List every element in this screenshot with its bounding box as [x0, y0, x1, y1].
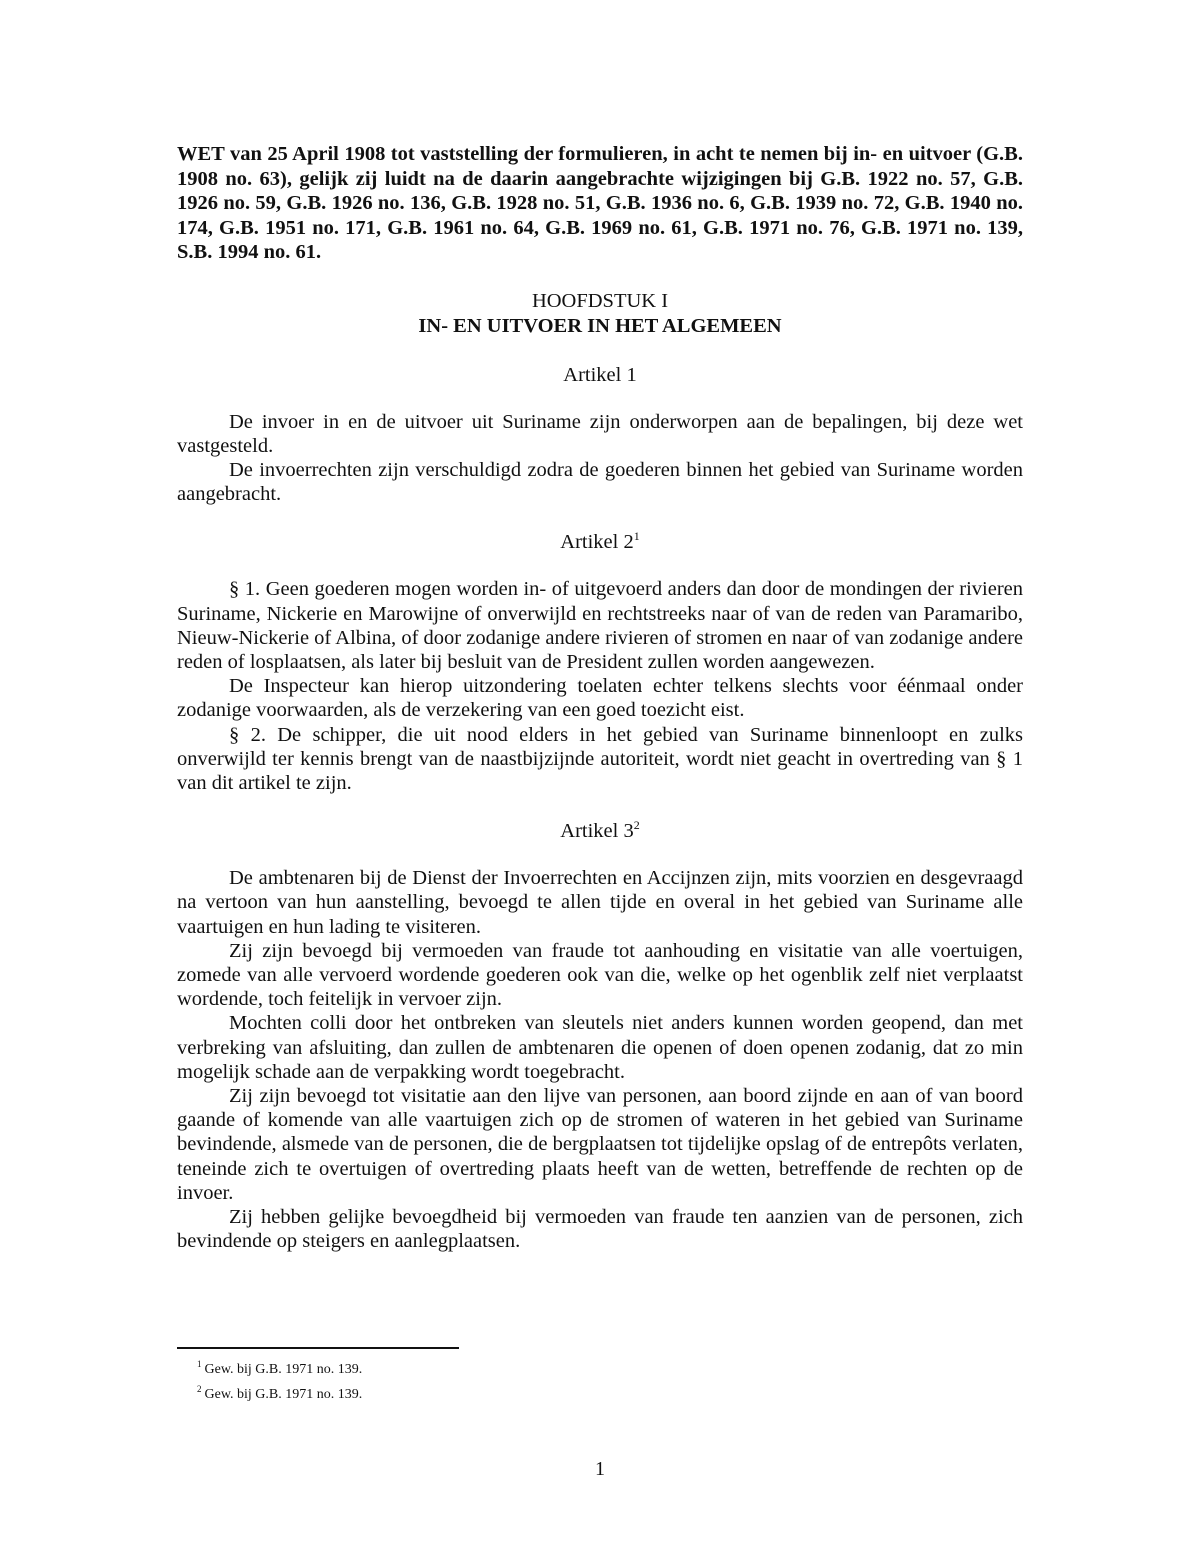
article-heading: Artikel $3^2$: [560, 818, 640, 843]
article-paragraph: Mochten colli door het ontbreken van sleutels niet anders kunnen worden geopend, dan met verbreking van afsluiting, dan zullen de ambtenaren die openen of doen openen zodanig, dat zo min mogelijk schade aan de verpakking wordt toegebracht.: [177, 1012, 1023, 1083]
footnote-separator: [177, 1347, 459, 1349]
chapter-heading: [177, 289, 1023, 339]
article-paragraph: Zij zijn bevoegd bij vermoeden van fraude tot aanhouding en visitatie van alle voertuigen, zomede van alle vervoerd wordende goederen ook van die, welke op het ogenblik zelf niet verplaatst wordende, toch feitelijk in vervoer zijn.: [177, 939, 1023, 1011]
footnote: [197, 1382, 362, 1407]
article-paragraph: De invoerrechten zijn verschuldigd zodra de goederen binnen het gebied van Suriname worden aangebracht.: [177, 458, 1023, 506]
footnote-text: Gew. bij G.B. 1971 no. 139.: [204, 1387, 363, 1402]
footnote-mark: 2: [197, 1384, 202, 1395]
article-paragraph: De invoer in en de uitvoer uit Suriname zijn onderworpen aan de bepalingen, bij deze wet vastgesteld.: [177, 410, 1023, 457]
article-paragraph: § 2. De schipper, die uit nood elders in het gebied van Suriname binnenloopt en zulks onverwijld ter kennis brengt van de naastbijzijnde autoriteit, wordt niet geacht in overtreding van § 1 van dit artikel te zijn.: [177, 723, 1023, 794]
footnote-mark: 1: [197, 1359, 202, 1370]
article-paragraph: § 1. Geen goederen mogen worden in- of uitgevoerd anders dan door de mondingen der rivieren Suriname, Nickerie en Marowijne of onverwijld en rechtstreeks naar of van de reden van Paramaribo, Nieuw-Nickerie of Albina, of door zodanige andere rivieren of stromen en naar of van zodanige andere reden of losplaatsen, als later bij besluit van de President zullen worden aangewezen.: [177, 578, 1023, 673]
page-number: 1: [595, 1458, 605, 1480]
footnotes: [197, 1357, 362, 1407]
footnote-reference[interactable]: 1: [633, 529, 640, 544]
footnote: [197, 1357, 362, 1382]
article-paragraph: Zij hebben gelijke bevoegdheid bij vermoeden van fraude ten aanzien van de personen, zich bevindende op steigers en aanlegplaatsen.: [177, 1205, 1023, 1253]
article-heading: Artikel $2^1$: [560, 529, 640, 554]
document-page: [177, 142, 1023, 1253]
article-heading: Artikel 1: [563, 363, 637, 386]
article-paragraph: Zij zijn bevoegd tot visitatie aan den lijve van personen, aan boord zijnde en aan of van boord gaande of komende van alle vaartuigen zich op de stromen of wateren in het gebied van Suriname bevindende, alsmede van de personen, die de bergplaatsen tot tijdelijke opslag of de entrepôts verlaten, teneinde zich te overtuigen of overtreding plaats heeft van de wetten, betreffende de rechten op de invoer.: [177, 1084, 1023, 1204]
footnote-text: Gew. bij G.B. 1971 no. 139.: [204, 1362, 363, 1377]
article-paragraph: De Inspecteur kan hierop uitzondering toelaten echter telkens slechts voor éénmaal onder zodanige voorwaarden, als de verzekering van een goed toezicht eist.: [177, 675, 1023, 722]
article-paragraph: De ambtenaren bij de Dienst der Invoerrechten en Accijnzen zijn, mits voorzien en desgevraagd na vertoon van hun aanstelling, bevoegd te allen tijde en overal in het gebied van Suriname alle vaartuigen en hun lading te visiteren.: [177, 867, 1023, 938]
footnote-reference[interactable]: 2: [633, 818, 640, 833]
chapter-title: IN- EN UITVOER IN HET ALGEMEEN: [418, 314, 782, 337]
document-title: WET van 25 April 1908 tot vaststelling der formulieren, in acht te nemen bij in- en uitvoer (G.B. 1908 no. 63), gelijk zij luidt na de daarin aangebrachte wijzigingen bij G.B. 1922 no. 57, G.B. 1926 no. 59, G.B. 1926 no. 136, G.B. 1928 no. 51, G.B. 1936 no. 6, G.B. 1939 no. 72, G.B. 1940 no. 174, G.B. 1951 no. 171, G.B. 1961 no. 64, G.B. 1969 no. 61, G.B. 1971 no. 76, G.B. 1971 no. 139, S.B. 1994 no. 61.: [177, 143, 1023, 263]
chapter-label: HOOFDSTUK I: [531, 289, 669, 312]
